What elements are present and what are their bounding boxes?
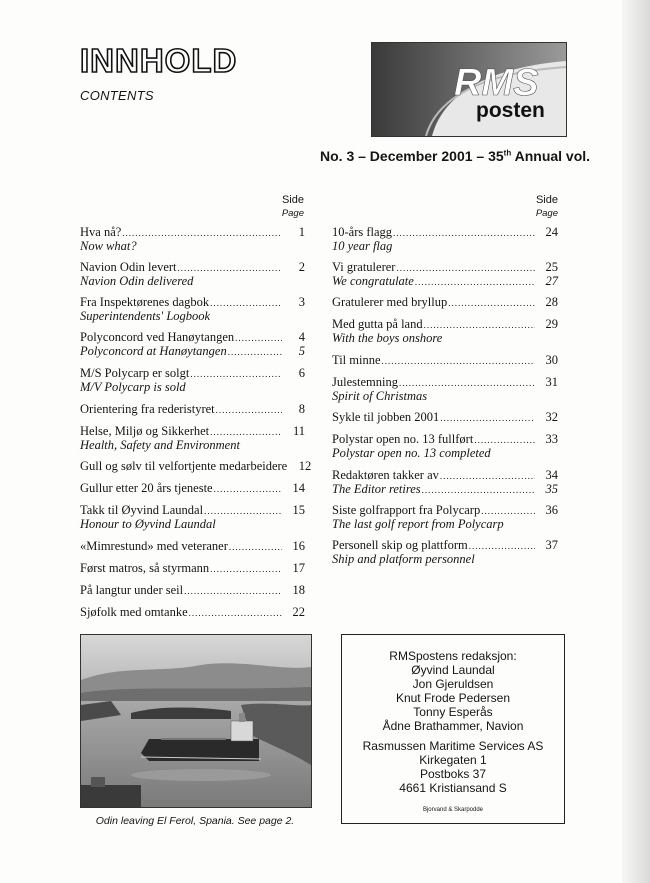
- toc-line-no: [80, 225, 305, 239]
- toc-title-no: Julestemning: [332, 375, 398, 389]
- dot-leader: [204, 504, 282, 518]
- toc-page-number: 6: [298, 366, 305, 380]
- toc-line-no: [80, 503, 305, 517]
- toc-page-number: 24: [545, 225, 558, 239]
- dot-leader: [424, 318, 535, 332]
- toc-title-no: Sykle til jobben 2001: [332, 410, 440, 424]
- toc-title-no: Orientering fra rederistyret: [80, 402, 215, 416]
- dot-leader: [382, 354, 535, 368]
- printer-credit: Bjorvand & Skarpodde: [422, 807, 484, 813]
- toc-title-en: 10 year flag: [332, 239, 393, 253]
- toc-title-en: Honour to Øyvind Laundal: [80, 517, 216, 531]
- toc-title-en: Now what?: [80, 239, 137, 253]
- toc-entry: [332, 410, 558, 424]
- toc-line-no: [332, 410, 558, 424]
- company-name: Rasmussen Maritime Services AS: [362, 739, 544, 753]
- toc-title-no: Takk til Øyvind Laundal: [80, 503, 204, 517]
- toc-page-number: 28: [545, 295, 558, 309]
- toc-page-number: 18: [292, 583, 305, 597]
- toc-page-number: 32: [545, 410, 558, 424]
- toc-page-number: 27: [545, 274, 558, 288]
- toc-page-number: 36: [545, 503, 558, 517]
- toc-line-en: [332, 482, 558, 496]
- toc-page-number: 4: [298, 330, 305, 344]
- toc-title-no: Til minne: [332, 353, 381, 367]
- toc-line-no: [80, 539, 305, 553]
- toc-line-en: [332, 274, 558, 288]
- toc-line-no: [332, 317, 558, 331]
- toc-line-en: [332, 517, 558, 531]
- toc-page-number: 35: [545, 482, 558, 496]
- address-line: Postboks 37: [419, 767, 487, 781]
- toc-entry: [332, 503, 558, 531]
- toc-line-no: [80, 561, 305, 575]
- toc-title-no: Gull og sølv til velfortjente medarbeidere: [80, 459, 288, 473]
- toc-title-en: Superintendents' Logbook: [80, 309, 211, 323]
- toc-page-number: 15: [292, 503, 305, 517]
- toc-line-no: [332, 353, 558, 367]
- toc-title-en: The last golf report from Polycarp: [332, 517, 504, 531]
- toc-line-no: [332, 260, 558, 274]
- toc-line-no: [80, 481, 305, 495]
- toc-title-en: Ship and platform personnel: [332, 552, 475, 566]
- toc-entry: [80, 481, 305, 495]
- toc-line-no: [332, 432, 558, 446]
- dot-leader: [393, 226, 535, 240]
- address-line: 4661 Kristiansand S: [399, 781, 507, 795]
- toc-page-number: 2: [298, 260, 305, 274]
- dot-leader: [190, 367, 282, 381]
- toc-title-no: Sjøfolk med omtanke: [80, 605, 188, 619]
- ship-photo-illustration: [81, 635, 311, 807]
- logo-posten-text: posten: [476, 99, 545, 122]
- toc-title-no: Vi gratulerer: [332, 260, 396, 274]
- toc-title-no: M/S Polycarp er solgt: [80, 366, 190, 380]
- toc-title-no: Siste golfrapport fra Polycarp: [332, 503, 481, 517]
- toc-line-no: [80, 424, 305, 438]
- toc-entry: [80, 366, 305, 394]
- dot-leader: [469, 539, 535, 553]
- dot-leader: [481, 504, 535, 518]
- toc-title-en: Health, Safety and Environment: [80, 438, 240, 452]
- toc-title-no: Med gutta på land: [332, 317, 423, 331]
- dot-leader: [228, 345, 282, 359]
- toc-title-en: Spirit of Christmas: [332, 389, 428, 403]
- dot-leader: [122, 226, 282, 240]
- toc-page-number: 16: [292, 539, 305, 553]
- toc-entry: [332, 432, 558, 460]
- toc-entry: [80, 539, 305, 553]
- toc-entry: [80, 225, 305, 253]
- editor-name: Knut Frode Pedersen: [395, 691, 511, 705]
- toc-entry: [80, 605, 305, 619]
- dot-leader: [448, 296, 535, 310]
- toc-page-number: 22: [292, 605, 305, 619]
- toc-entry: [80, 260, 305, 288]
- toc-title-no: Først matros, så styrmann: [80, 561, 210, 575]
- toc-title-no: Gullur etter 20 års tjeneste: [80, 481, 213, 495]
- toc-entry: [80, 295, 305, 323]
- toc-entry: [80, 583, 305, 597]
- toc-line-no: [80, 330, 305, 344]
- issue-sup: th: [503, 148, 512, 158]
- toc-line-no: [332, 295, 558, 309]
- toc-entry: [80, 330, 305, 358]
- toc-title-en: The Editor retires: [332, 482, 421, 496]
- toc-line-no: [80, 295, 305, 309]
- toc-page-number: 33: [545, 432, 558, 446]
- toc-line-no: [332, 503, 558, 517]
- toc-line-en: [80, 309, 305, 323]
- toc-line-en: [332, 552, 558, 566]
- toc-page-number: 1: [298, 225, 305, 239]
- toc-entry: [80, 424, 305, 452]
- toc-page-number: 11: [292, 424, 305, 438]
- toc-line-no: [80, 605, 305, 619]
- toc-page-number: 30: [545, 353, 558, 367]
- editor-name: Jon Gjeruldsen: [412, 677, 494, 691]
- toc-line-en: [80, 517, 305, 531]
- toc-title-en: Navion Odin delivered: [80, 274, 194, 288]
- toc-page-number: 25: [545, 260, 558, 274]
- toc-line-en: [80, 380, 305, 394]
- toc-line-no: [332, 225, 558, 239]
- toc-line-no: [80, 583, 305, 597]
- address-line: Kirkegaten 1: [419, 753, 487, 767]
- cover-photo: [80, 634, 312, 808]
- toc-line-no: [80, 459, 312, 473]
- toc-title-no: Navion Odin levert: [80, 260, 177, 274]
- toc-line-en: [332, 331, 558, 345]
- editor-name: Øyvind Laundal: [411, 663, 495, 677]
- toc-title-no: Redaktøren takker av: [332, 468, 439, 482]
- toc-page-number: 5: [298, 344, 305, 358]
- toc-title-no: På langtur under seil: [80, 583, 184, 597]
- column-head-side: Side: [535, 194, 558, 206]
- editor-name: Tonny Esperås: [413, 705, 493, 719]
- toc-title-en: We congratulate: [332, 274, 414, 288]
- toc-entry: [80, 503, 305, 531]
- dot-leader: [396, 261, 535, 275]
- dot-leader: [216, 403, 282, 417]
- dot-leader: [440, 411, 535, 425]
- toc-entry: [80, 402, 305, 416]
- dot-leader: [229, 540, 282, 554]
- toc-line-en: [80, 274, 305, 288]
- toc-line-en: [80, 344, 305, 358]
- toc-title-en: M/V Polycarp is sold: [80, 380, 186, 394]
- toc-title-en: Polyconcord at Hanøytangen: [80, 344, 227, 358]
- toc-line-no: [332, 538, 558, 552]
- page-edge: [622, 0, 650, 883]
- dot-leader: [184, 584, 282, 598]
- toc-entry: [332, 375, 558, 403]
- toc-line-en: [80, 438, 305, 452]
- toc-entry: [332, 295, 558, 309]
- toc-line-no: [332, 468, 558, 482]
- editorial-box: [341, 634, 565, 824]
- issue-rest: Annual vol.: [511, 148, 591, 164]
- dot-leader: [422, 483, 535, 497]
- toc-entry: [80, 561, 305, 575]
- toc-line-no: [80, 260, 305, 274]
- toc-title-en: Polystar open no. 13 completed: [332, 446, 491, 460]
- dot-leader: [415, 275, 535, 289]
- toc-title-no: Helse, Miljø og Sikkerhet: [80, 424, 210, 438]
- column-head-side: Side: [281, 194, 304, 206]
- toc-page-number: 31: [545, 375, 558, 389]
- issue-main: No. 3 – December 2001 – 35: [320, 148, 504, 164]
- dot-leader: [474, 433, 535, 447]
- toc-entry: [332, 468, 558, 496]
- toc-line-en: [332, 446, 558, 460]
- toc-title-en: With the boys onshore: [332, 331, 443, 345]
- page-title: INNHOLD: [80, 42, 238, 79]
- toc-title-no: «Mimrestund» med veteraner: [80, 539, 228, 553]
- toc-entry: [332, 353, 558, 367]
- toc-line-en: [332, 239, 558, 253]
- dot-leader: [399, 376, 535, 390]
- toc-title-no: Fra Inspektørenes dagbok: [80, 295, 210, 309]
- column-head-page: Page: [535, 208, 558, 219]
- dot-leader: [235, 331, 282, 345]
- dot-leader: [189, 606, 282, 620]
- dot-leader: [214, 482, 282, 496]
- toc-title-no: Hva nå?: [80, 225, 122, 239]
- toc-page-number: 29: [545, 317, 558, 331]
- toc-page-number: 17: [292, 561, 305, 575]
- toc-title-no: 10-års flagg: [332, 225, 393, 239]
- toc-entry: [332, 260, 558, 288]
- toc-entry: [332, 225, 558, 253]
- dot-leader: [210, 425, 282, 439]
- toc-title-no: Personell skip og plattform: [332, 538, 468, 552]
- toc-page-number: 8: [298, 402, 305, 416]
- toc-page-number: 34: [545, 468, 558, 482]
- toc-page-number: 3: [298, 295, 305, 309]
- column-head-page: Page: [281, 208, 304, 219]
- toc-page-number: 14: [292, 481, 305, 495]
- toc-line-no: [332, 375, 558, 389]
- toc-line-no: [80, 366, 305, 380]
- page-subtitle: CONTENTS: [80, 88, 154, 103]
- dot-leader: [440, 469, 535, 483]
- toc-entry: [332, 317, 558, 345]
- toc-line-en: [332, 389, 558, 403]
- logo-rms-text: RMS: [454, 62, 539, 104]
- toc-page-number: 12: [298, 459, 312, 473]
- toc-title-no: Polystar open no. 13 fullført: [332, 432, 474, 446]
- toc-line-en: [80, 239, 305, 253]
- toc-entry: [332, 538, 558, 566]
- toc-line-no: [80, 402, 305, 416]
- toc-title-no: Gratulerer med bryllup: [332, 295, 448, 309]
- photo-caption: Odin leaving El Ferol, Spania. See page 2.: [95, 815, 295, 827]
- editorial-heading: RMSpostens redaksjon:: [389, 649, 517, 663]
- editor-name: Ådne Brathammer, Navion: [382, 719, 524, 733]
- dot-leader: [178, 261, 282, 275]
- toc-page-number: 37: [545, 538, 558, 552]
- toc-title-no: Polyconcord ved Hanøytangen: [80, 330, 235, 344]
- dot-leader: [210, 562, 282, 576]
- dot-leader: [210, 296, 282, 310]
- toc-entry: [80, 459, 312, 473]
